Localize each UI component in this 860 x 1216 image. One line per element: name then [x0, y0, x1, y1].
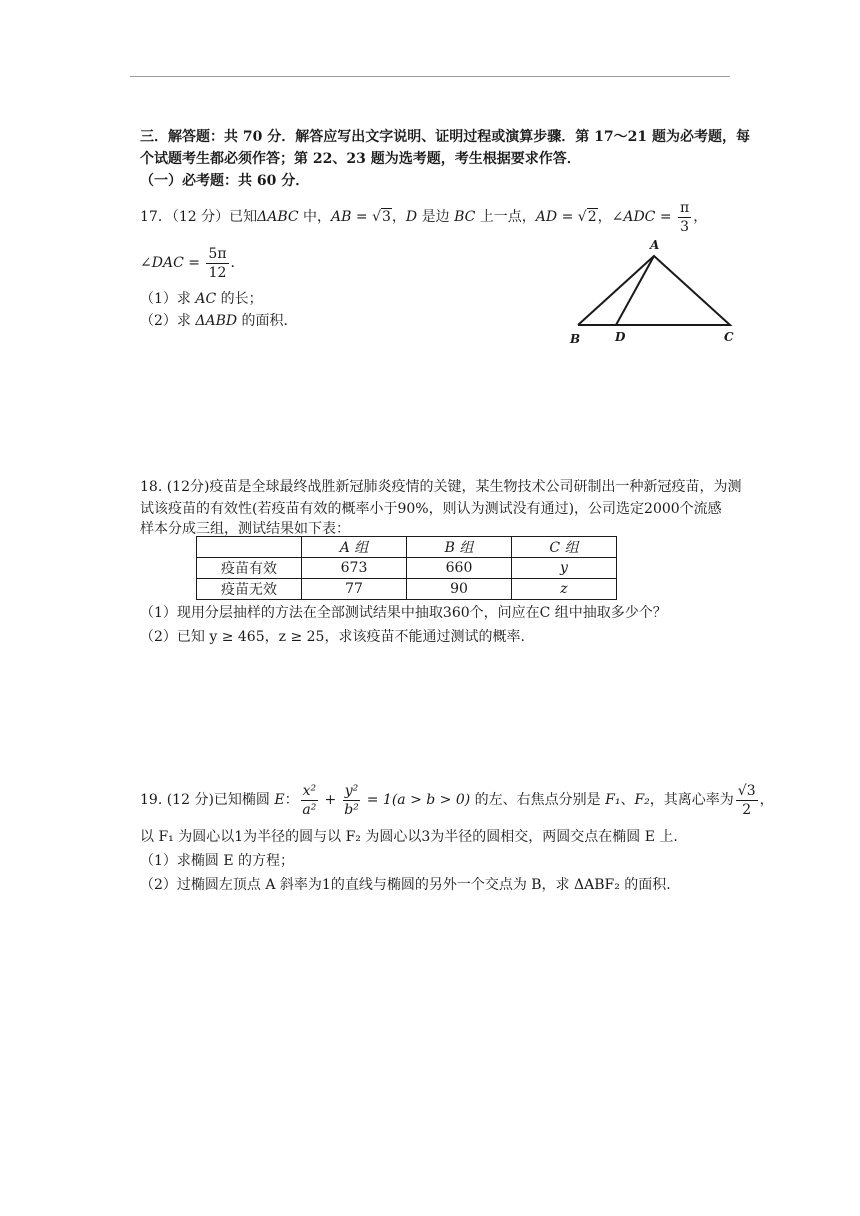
q17-triangle: ΔABC	[257, 209, 299, 225]
table-row	[197, 579, 617, 600]
q19-statement-line1	[140, 778, 774, 822]
table-cell: 660	[407, 558, 512, 579]
frac-num: √3	[737, 782, 756, 799]
q19-text: ，其离心率为	[649, 792, 734, 808]
q19-f2: F₂	[634, 792, 650, 808]
q19-text: 的左、右焦点分别是	[470, 792, 606, 808]
frac-den: b²	[344, 801, 359, 818]
q17-part2-prefix: （2）求	[140, 313, 196, 329]
table-cell: y	[512, 558, 617, 579]
table-header-cell: C 组	[512, 537, 617, 558]
q19-line2: 以 F₁ 为圆心以1为半径的圆与以 F₂ 为圆心以3为半径的圆相交，两圆交点在椭圆 E 上.	[140, 829, 678, 845]
q19-part2: （2）过椭圆左顶点 A 斜率为1的直线与椭圆的另外一个交点为 B，求 ΔABF₂ 的面积.	[140, 877, 671, 893]
q17-sqrt2: 2	[587, 209, 597, 225]
table-cell: 疫苗无效	[197, 579, 302, 600]
q18-line3: 样本分成三组，测试结果如下表：	[140, 521, 350, 537]
section-header-line1: 三．解答题：共 70 分．解答应写出文字说明、证明过程或演算步骤．第 17～21 题为必考题，每	[140, 129, 750, 145]
q19-colon: ：	[284, 792, 299, 808]
q17-prefix: 17．（12 分）已知	[140, 209, 258, 225]
frac-num: 5π	[208, 245, 227, 262]
q18-line2: 试该疫苗的有效性(若疫苗有效的概率小于90%，则认为测试没有通过)，公司选定2000个流感	[140, 501, 722, 517]
table-cell: z	[512, 579, 617, 600]
q17-frac-adc	[678, 201, 691, 234]
q17-text: 上一点，	[475, 209, 536, 225]
q17-text: ．	[230, 255, 245, 271]
triangle-outline	[578, 256, 730, 325]
q17-part1	[140, 288, 263, 310]
q17-bc: BC	[454, 209, 476, 225]
q17-part1-suffix: 的长；	[216, 291, 263, 307]
q19-part1: （1）求椭圆 E 的方程；	[140, 853, 295, 869]
frac-num: π	[680, 199, 690, 216]
segment-ad	[616, 256, 654, 325]
table-header-cell	[197, 537, 302, 558]
table-header-row	[197, 537, 617, 558]
table-cell: 90	[407, 579, 512, 600]
q17-part2	[140, 310, 298, 332]
section-header-line3: （一）必考题：共 60 分．	[140, 173, 310, 189]
q17-eq: =	[351, 209, 373, 225]
q17-angle-adc: ∠ADC	[611, 209, 656, 225]
q18-line1: 18. (12分)疫苗是全球最终战胜新冠肺炎疫情的关键，某生物技术公司研制出一种新冠疫苗，为测	[140, 479, 742, 495]
q17-eq: =	[655, 209, 677, 225]
table-row	[197, 558, 617, 579]
table-cell: 673	[302, 558, 407, 579]
q17-eq: =	[183, 255, 205, 271]
header-rule	[130, 76, 730, 77]
label-a: A	[650, 238, 660, 252]
q17-text: ，	[391, 209, 406, 225]
q17-sqrt3: 3	[382, 209, 391, 225]
q17-part2-var: ΔABD	[195, 313, 238, 329]
q17-text: 中，	[298, 209, 332, 225]
q17-statement-line2	[140, 246, 245, 280]
section-header-line2: 个试题考生都必须作答；第 22、23 题为选考题，考生根据要求作答．	[140, 151, 581, 167]
table-header-cell: B 组	[407, 537, 512, 558]
q18-part1: （1）现用分层抽样的方法在全部测试结果中抽取360个，问应在C 组中抽取多少个？	[140, 605, 667, 621]
q19-frac-x	[301, 784, 319, 817]
q17-ab: AB	[331, 209, 352, 225]
q19-equation-rhs: = 1(a > b > 0)	[362, 792, 471, 808]
q19-f1: F₁	[605, 792, 621, 808]
q17-text: 是边	[417, 209, 455, 225]
frac-num: y²	[344, 782, 359, 799]
label-c: C	[724, 330, 734, 344]
q17-part1-prefix: （1）求	[140, 291, 196, 307]
q17-part1-var: AC	[195, 291, 217, 307]
q17-frac-dac	[206, 247, 228, 280]
q18-part2: （2）已知 y ≥ 465，z ≥ 25，求该疫苗不能通过测试的概率.	[140, 629, 525, 645]
label-d: D	[615, 330, 626, 344]
q17-text: ，	[597, 209, 612, 225]
q19-frac-y	[343, 784, 361, 817]
q19-e: E	[274, 792, 285, 808]
q19-text: ，	[759, 792, 774, 808]
label-b: B	[570, 332, 581, 346]
results-table	[196, 536, 617, 600]
frac-den: a²	[302, 801, 317, 818]
frac-den: 3	[680, 218, 690, 235]
q19-plus: +	[320, 792, 341, 808]
q17-statement-line1: 17．（12 分）已知ΔABC 中，AB = √3，D 是边 BC 上一点，AD = √2，∠ADC = $\frac{\pi}{3}$ ，	[140, 199, 708, 235]
table-cell: 疫苗有效	[197, 558, 302, 579]
frac-num: x²	[302, 782, 317, 799]
q17-ad: AD	[535, 209, 558, 225]
q17-angle-dac: ∠DAC	[140, 255, 184, 271]
table-header-cell: A 组	[302, 537, 407, 558]
q17-text: ，	[693, 209, 708, 225]
q19-text: 、	[620, 792, 635, 808]
q19-prefix: 19. (12 分)已知椭圆	[140, 792, 275, 808]
q17-d: D	[405, 209, 418, 225]
triangle-figure	[560, 236, 750, 348]
q17-eq: =	[557, 209, 578, 225]
q19-frac-eccentricity	[736, 784, 758, 817]
q17-part2-suffix: 的面积．	[237, 313, 298, 329]
table-cell: 77	[302, 579, 407, 600]
frac-den: 2	[742, 801, 752, 818]
frac-den: 12	[208, 264, 227, 281]
